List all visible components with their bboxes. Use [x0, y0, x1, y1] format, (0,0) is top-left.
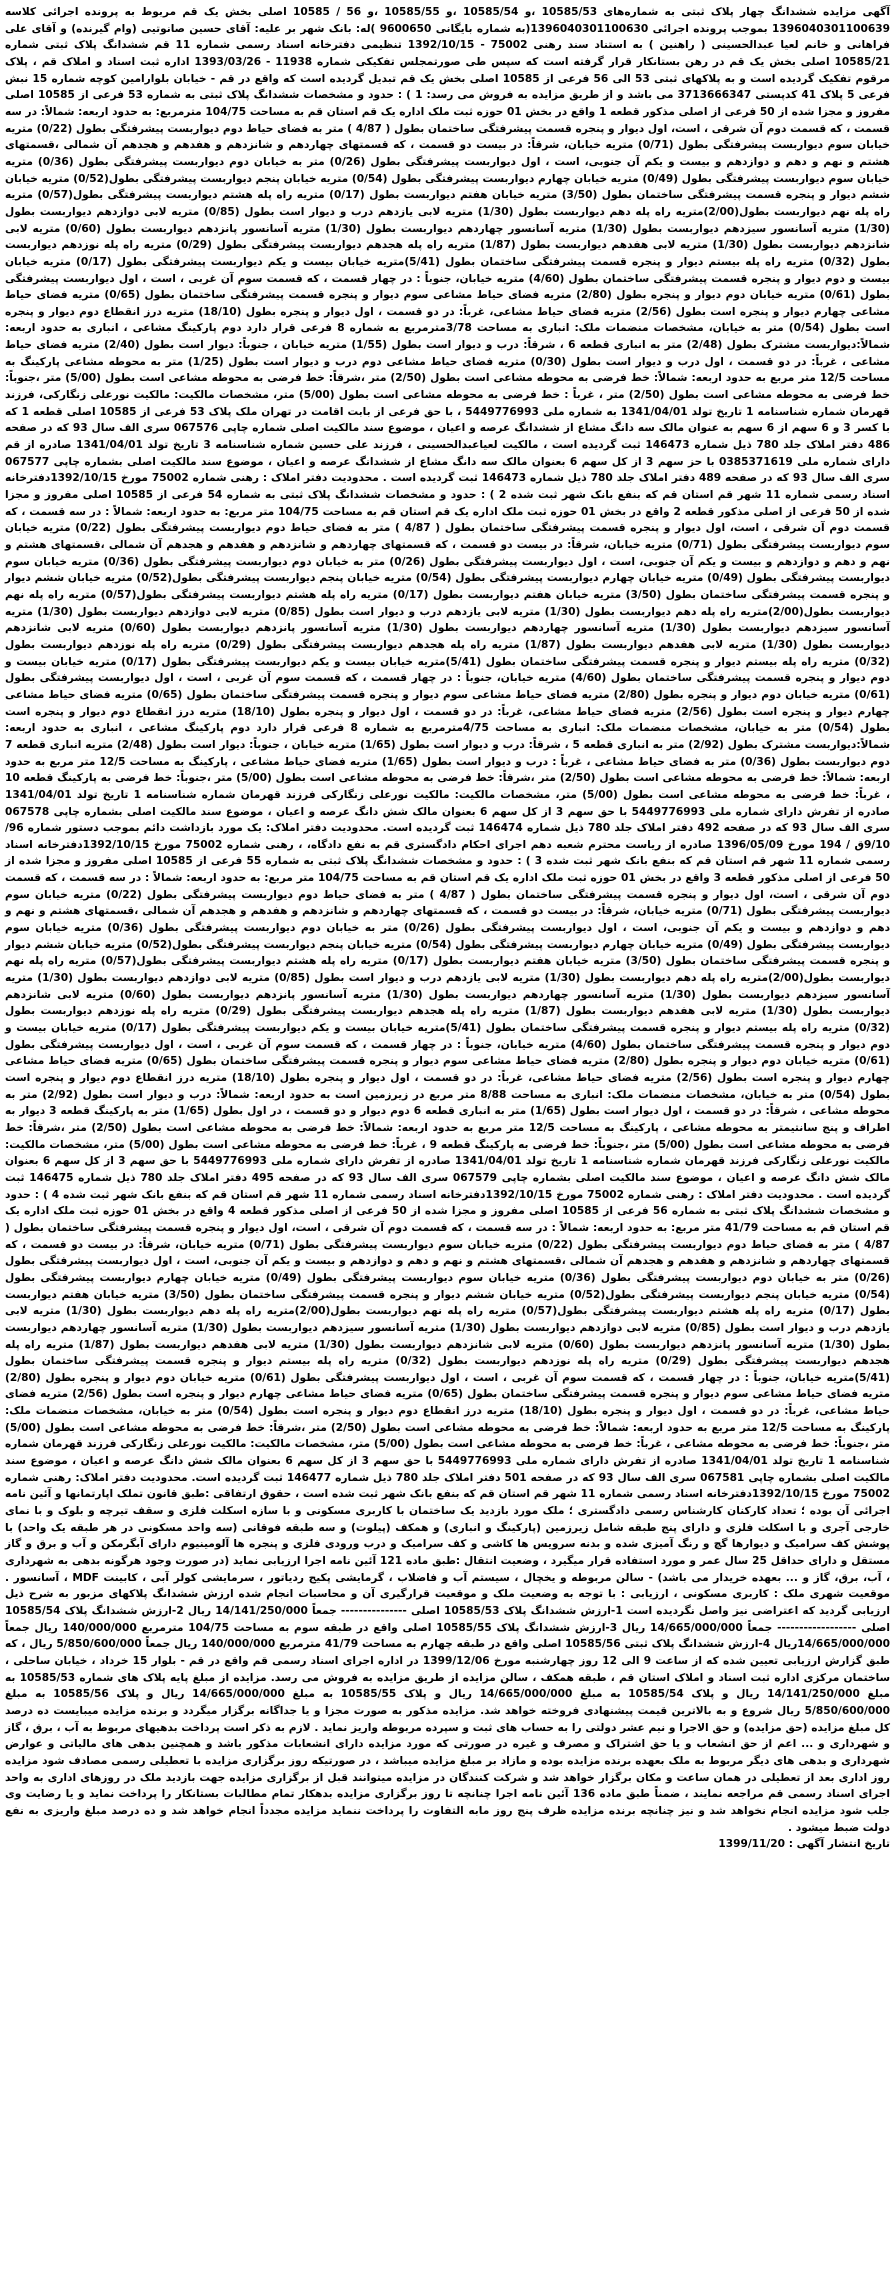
notice-body-text: آگهی مزایده ششدانگ چهار پلاک ثبتی به شماره‌های 10585/53 ،و 10585/54 ،و 10585/55 ،و 56 / 10585 اصلی بخش یک قم مربوط به پرونده اجرائی کلاسه 1396040301100639 بموجب پرونده اجرائی 1396040301100630(به شماره بایگانی 9600650 )له: بانک شهر بر علیه: آقای حسین صانوتیی (وام گیرنده) و آقای علی فراهانی و خانم لعیا عبدالحسینی ( راهنین ) به استناد سند رهنی 75002 - 1392/10/15 تنظیمی دفترخانه اسناد رسمی شماره 11 قم ششدانگ پلاک ثبتی شماره 10585/21 اصلی بخش یک قم در رهن بستانکار قرار گرفته است که سپس طی صورتمجلس تفکیکی شماره 11938 - 1393/03/26 اداره ثبت اسناد و املاک قم ، پلاک مرقوم تفکیک گردیده است و به پلاکهای ثبتی 53 الی 56 فرعی از 10585 اصلی بخش یک قم تبدیل گردیده است که واقع در قم - خیابان بلوارامین کوچه شماره 15 نبش فرعی 5 پلاک 41 کدپستی 3713666347 می باشد و از طریق مزایده به فروش می رسد: 1 ) : حدود و مشخصات ششدانگ پلاک ثبتی به شماره 53 فرعی از 10585 اصلی مفروز و مجزا شده از 50 فرعی از اصلی مذکور قطعه 1 واقع در بخش 01 حوزه ثبت ملک اداره یک قم استان قم به مساحت 104/75 مترمربع: به حدود اربعه: شمالاً: در سه قسمت ، که قسمت دوم آن شرقی ، است، اول دیوار و پنجره قسمت پیشرفتگی ساختمان بطول ( 4/87 ) متر به فضای حیاط دوم دیواربست پیشرفتگی بطول (0/22) متریه خیابان سوم دیواربست پیشرفتگی بطول (0/71) متریه خیابان، شرقاً: در بیست دو قسمت ، که قسمتهای چهاردهم و شانزدهم و هفدهم و هجدهم آن شمالی ،قسمتهای هشتم و نهم و دهم و دوازدهم و بیست و یکم آن جنوبی، است ، اول دیواربست پیشرفتگی بطول (0/26) متر به خیابان دوم دیواربست پیشرفتگی بطول (0/36) متریه خیابان سوم دیواربست پیشرفتگی بطول (0/49) متریه خیابان چهارم دیواربست پیشرفتگی بطول (0/54) متریه خیابان پنجم دیواربست پیشرفتگی بطول(0/52) متریه خیابان ششم دیوار و پنجره قسمت پیشرفتگی ساختمان بطول (3/50) متریه خیابان هفتم دیواربست بطول (0/17) متریه راه پله هشتم دیواربست پیشرفتگی بطول(0/57) متریه راه پله نهم دیواربست بطول(2/00)متریه راه پله دهم دیواربست بطول (1/30) متریه لابی یازدهم درب و دیوار است بطول (0/85) متریه لابی دوازدهم دیواربست بطول (1/30) متریه آسانسور سیزدهم دیواربست بطول (1/30) متریه آسانسور چهاردهم دیواربست بطول (1/30) متریه آسانسور پانزدهم دیواربست بطول (0/60) متریه لابی شانزدهم دیواربست بطول (1/30) متریه لابی هفدهم دیواربست بطول (1/87) متریه راه پله هجدهم دیواربست پیشرفتگی بطول (0/29) متریه راه پله نوزدهم دیواربست بطول (0/32) متریه راه پله بیستم دیوار و پنجره قسمت پیشرفتگی ساختمان بطول (5/41)متریه خیابان بیست و یکم دیواربست پیشرفتگی بطول (0/17) متریه خیابان بیست و دوم دیوار و پنجره قسمت پیشرفتگی ساختمان بطول (4/60) متریه خیابان، جنوباً : در چهار قسمت ، که قسمت سوم آن غربی ، است ، اول دیواربست پیشرفتگی بطول (0/61) متریه خیابان دوم دیوار و پنجره بطول (2/80) متریه فضای حیاط مشاعی سوم دیوار و پنجره قسمت پیشرفتگی ساختمان بطول (0/65) متریه فضای حیاط مشاعی چهارم دیوار و پنجره است بطول (2/56) متریه فضای حیاط مشاعی، غرباً: در دو قسمت ، اول دیوار و پنجره بطول (18/10) متریه درز انقطاع دوم دیوار و پنجره است بطول (0/54) متر به خیابان، مشخصات منضمات ملک: انباری به مساحت 3/78مترمربع به شماره 8 فرعی قرار دارد دوم پارکینگ مشاعی ، انباری به حدود اربعه: شمالاً:دیواربست مشترک بطول (2/48) متر به انباری قطعه 6 ، شرقاً: درب و دیوار است بطول (1/55) متریه خیابان ، جنوباً: دیوار است بطول (2/40) متریه فضای حیاط مشاعی ، غرباً: در دو قسمت ، اول درب و دیوار است بطول (0/30) متریه فضای حیاط مشاعی دوم درب و دیوار است بطول (1/25) متر به محوطه مشاعی پارکینگ به مساحت 12/5 متر مربع به حدود اربعه: شمالاً: خط فرضی به محوطه مشاعی است بطول (2/50) متر ،شرقاً: خط فرضی به محوطه مشاعی است بطول (5/00) متر ،جنوباً: خط فرضی به محوطه مشاعی است بطول (2/50) متر ، غرباً : خط فرضی به محوطه مشاعی است بطول (5/00) متر، مشخصات مالکیت: مالکیت نورعلی زنگارکی، فرزند قهرمان شماره شناسنامه 1 تاریخ تولد 1341/04/01 به شماره ملی 5449776993 ، با حق فرعی از بابت اقامت در تهران ملک پلاک 53 فرعی از 10585 اصلی قطعه 1 که با کسر 3 و 6 سهم از 6 سهم به عنوان مالک سه دانگ مشاع از ششدانگ عرصه و اعیان ، موضوع سند مالکیت اصلی شماره چاپی 067576 سری الف سال 93 که در صفحه 486 دفتر املاک جلد 780 ذیل شماره 146473 ثبت گردیده است ، مالکیت لعیاعبدالحسینی ، فرزند علی حسین شماره شناسنامه 3 تاریخ تولد 1341/04/01 صادره از قم دارای شماره ملی 0385371619 با حز سهم 3 از کل سهم 6 بعنوان مالک سه دانگ مشاع از ششدانگ عرصه و اعیان ، موضوع سند مالکیت اصلی بشماره چاپی 067577 سری الف سال 93 که در صفحه 489 دفتر املاک جلد 780 ذیل شماره 146473 ثبت گردیده است . محدودیت دفتر املاک : رهنی شماره 75002 مورخ 1392/10/15دفترخانه اسناد رسمی شماره 11 شهر قم استان قم که بنفع بانک شهر ثبت شده 2 ) : حدود و مشخصات ششدانگ پلاک ثبتی به شماره 54 فرعی از 10585 اصلی مفروز و مجزا شده از 50 فرعی از اصلی مذکور قطعه 2 واقع در بخش 01 حوزه ثبت ملک اداره یک قم استان قم به مساحت 104/75 متر مربع: به حدود اربعه: شمالاً : در سه قسمت ، که قسمت دوم آن شرقی ، است، اول دیوار و پنجره قسمت پیشرفتگی ساختمان بطول ( 4/87 ) متر به فضای حیاط دوم دیواربست پیشرفتگی بطول (0/22) متریه خیابان سوم دیواربست پیشرفتگی بطول (0/71) متریه خیابان، شرقاً: در بیست دو قسمت ، که قسمتهای چهاردهم و شانزدهم و هفدهم و هجدهم آن شمالی ،قسمتهای هشتم و نهم و دهم و دوازدهم و بیست و یکم آن جنوبی، است ، اول دیواربست پیشرفتگی بطول (0/26) متر به خیابان دوم دیواربست پیشرفتگی بطول (0/36) متریه خیابان سوم دیواربست پیشرفتگی بطول (0/49) متریه خیابان چهارم دیواربست پیشرفتگی بطول (0/54) متریه خیابان پنجم دیواربست پیشرفتگی بطول(0/52) متریه خیابان ششم دیوار و پنجره قسمت پیشرفتگی ساختمان بطول (3/50) متریه خیابان هفتم دیواربست بطول (0/17) متریه راه پله هشتم دیواربست پیشرفتگی بطول(0/57) متریه راه پله نهم دیواربست بطول(2/00)متریه راه پله دهم دیواربست بطول (1/30) متریه لابی یازدهم درب و دیوار است بطول (0/85) متریه لابی دوازدهم دیواربست بطول (1/30) متریه آسانسور سیزدهم دیواربست بطول (1/30) متریه آسانسور چهاردهم دیواربست بطول (1/30) متریه آسانسور پانزدهم دیواربست بطول (0/60) متریه لابی شانزدهم دیواربست بطول (1/30) متریه لابی هفدهم دیواربست بطول (1/87) متریه راه پله هجدهم دیواربست پیشرفتگی بطول (0/29) متریه راه پله نوزدهم دیواربست بطول (0/32) متریه راه پله بیستم دیوار و پنجره قسمت پیشرفتگی ساختمان بطول (5/41)متریه خیابان بیست و یکم دیواربست پیشرفتگی بطول (0/17) متریه خیابان بیست و دوم دیوار و پنجره قسمت پیشرفتگی ساختمان بطول (4/60) متریه خیابان، جنوباً : در چهار قسمت ، که قسمت سوم آن غربی ، است ، اول دیواربست پیشرفتگی بطول (0/61) متریه خیابان دوم دیوار و پنجره بطول (2/80) متریه فضای حیاط مشاعی سوم دیوار و پنجره قسمت پیشرفتگی ساختمان بطول (0/65) متریه فضای حیاط مشاعی چهارم دیوار و پنجره است بطول (2/56) متریه فضای حیاط مشاعی، غرباً: در دو قسمت ، اول دیوار و پنجره بطول (18/10) متریه درز انقطاع دوم دیوار و پنجره است بطول (0/54) متر به خیابان، مشخصات منضمات ملک: انباری به مساحت 4/75مترمربع به شماره 8 فرعی قرار دارد دوم پارکینگ مشاعی ، انباری به حدود اربعه: شمالاً:دیواربست مشترک بطول (2/92) متر به انباری قطعه 5 ، شرقاً: درب و دیوار است بطول (1/65) متریه خیابان ، جنوباً: دیوار است بطول (2/48) متریه انباری قطعه 7 دوم دیواربست بطول (0/36) متر به فضای حیاط مشاعی ، غرباً : درب و دیوار است بطول (1/65) متریه فضای حیاط مشاعی ، پارکینگ به مساحت 12/5 متر مربع به حدود اربعه: شمالاً: خط فرضی به محوطه مشاعی است بطول (2/50) متر ،شرقاً: خط فرضی به محوطه مشاعی است بطول (5/00) متر ،جنوباً: خط فرضی به پارکینگ قطعه 10 ، غرباً: خط فرضی به محوطه مشاعی است بطول (5/00) متر، مشخصات مالکیت: مالکیت نورعلی زنگارکی فرزند قهرمان شماره شناسنامه 1 تاریخ تولد 1341/04/01 صادره از تفرش دارای شماره ملی 5449776993 با حق سهم 3 از کل سهم 6 بعنوان مالک شش دانگ عرصه و اعیان ، موضوع سند مالکیت اصلی بشماره چاپی 067578 سری الف سال 93 که در صفحه 492 دفتر املاک جلد 780 ذیل شماره 146474 ثبت گردیده است. محدودیت دفتر املاک: یک مورد بازداشت دائم بموجب دستور شماره 96/ 9/10ق / 194 مورخ 1396/05/09 صادره از ریاست محترم شعبه دهم اجرای احکام دادگستری قم به نفع دادگاه، ، رهنی شماره 75002 مورخ 1392/10/15دفترخانه اسناد رسمی شماره 11 شهر قم استان قم که بنفع بانک شهر ثبت شده 3 ) : حدود و مشخصات ششدانگ پلاک ثبتی به شماره 55 فرعی از 10585 اصلی مفروز و مجزا شده از 50 فرعی از اصلی مذکور قطعه 3 واقع در بخش 01 حوزه ثبت ملک اداره یک قم استان قم به مساحت 104/75 متر مربع: به حدود اربعه: شمالاً : در سه قسمت ، که قسمت دوم آن شرقی ، است، اول دیوار و پنجره قسمت پیشرفتگی ساختمان بطول ( 4/87 ) متر به فضای حیاط دوم دیواربست پیشرفتگی بطول (0/22) متریه خیابان سوم دیواربست پیشرفتگی بطول (0/71) متریه خیابان، شرقاً: در بیست دو قسمت ، که قسمتهای چهاردهم و شانزدهم و هفدهم و هجدهم آن شمالی ،قسمتهای هشتم و نهم و دهم و دوازدهم و بیست و یکم آن جنوبی، است ، اول دیواربست پیشرفتگی بطول (0/26) متر به خیابان دوم دیواربست پیشرفتگی بطول (0/36) متریه خیابان سوم دیواربست پیشرفتگی بطول (0/49) متریه خیابان چهارم دیواربست پیشرفتگی بطول (0/54) متریه خیابان پنجم دیواربست پیشرفتگی بطول(0/52) متریه خیابان ششم دیوار و پنجره قسمت پیشرفتگی ساختمان بطول (3/50) متریه خیابان هفتم دیواربست بطول (0/17) متریه راه پله هشتم دیواربست پیشرفتگی بطول(0/57) متریه راه پله نهم دیواربست بطول(2/00)متریه راه پله دهم دیواربست بطول (1/30) متریه لابی یازدهم درب و دیوار است بطول (0/85) متریه لابی دوازدهم دیواربست بطول (1/30) متریه آسانسور سیزدهم دیواربست بطول (1/30) متریه آسانسور چهاردهم دیواربست بطول (1/30) متریه آسانسور پانزدهم دیواربست بطول (0/60) متریه لابی شانزدهم دیواربست بطول (1/30) متریه لابی هفدهم دیواربست بطول (1/87) متریه راه پله هجدهم دیواربست پیشرفتگی بطول (0/29) متریه راه پله نوزدهم دیواربست بطول (0/32) متریه راه پله بیستم دیوار و پنجره قسمت پیشرفتگی ساختمان بطول (5/41)متریه خیابان بیست و یکم دیواربست پیشرفتگی بطول (0/17) متریه خیابان بیست و دوم دیوار و پنجره قسمت پیشرفتگی ساختمان بطول (4/60) متریه خیابان، جنوباً : در چهار قسمت ، که قسمت سوم آن غربی ، است ، اول دیواربست پیشرفتگی بطول (0/61) متریه خیابان دوم دیوار و پنجره بطول (2/80) متریه فضای حیاط مشاعی سوم دیوار و پنجره قسمت پیشرفتگی ساختمان بطول (0/65) متریه فضای حیاط مشاعی چهارم دیوار و پنجره است بطول (2/56) متریه فضای حیاط مشاعی، غرباً: در دو قسمت ، اول دیوار و پنجره بطول (18/10) متریه درز انقطاع دوم دیوار و پنجره است بطول (0/54) متر به خیابان، مشخصات منضمات ملک: انباری به مساحت 8/88 متر مربع در زیرزمین است به حدود اربعه: شمالاً: درب و دیوار است بطول (2/92) متر به محوطه مشاعی ، شرقاً: در دو قسمت ، اول دیوار است بطول (1/65) متر به انباری قطعه 6 دوم دیوار و دو قسمت ، در اول بطول (1/65) متر به پارکینگ قطعه 3 دیوار به اطراف و پنج سانتیمتر به محوطه مشاعی ، پارکینگ به مساحت 12/5 متر مربع به حدود اربعه: شمالاً: خط فرضی به محوطه مشاعی است بطول (2/50) متر ،شرقاً: خط فرضی به محوطه مشاعی است بطول (5/00) متر ،جنوباً: خط فرضی به پارکینگ قطعه 9 ، غرباً: خط فرضی به محوطه مشاعی است بطول (5/00) متر، مشخصات مالکیت: مالکیت نورعلی زنگارکی فرزند قهرمان شماره شناسنامه 1 تاریخ تولد 1341/04/01 صادره از تفرش دارای شماره ملی 5449776993 با حق سهم 3 از کل سهم 6 بعنوان مالک شش دانگ عرصه و اعیان ، موضوع سند مالکیت اصلی بشماره چاپی 067579 سری الف سال 93 که در صفحه 495 دفتر املاک جلد 780 ذیل شماره 146475 ثبت گردیده است . محدودیت دفتر املاک : رهنی شماره 75002 مورخ 1392/10/15دفترخانه اسناد رسمی شماره 11 شهر قم استان قم که بنفع بانک شهر ثبت شده 4 ) : حدود و مشخصات ششدانگ پلاک ثبتی به شماره 56 فرعی از 10585 اصلی مفروز و مجزا شده از 50 فرعی از اصلی مذکور قطعه 4 واقع در بخش 01 حوزه ثبت ملک اداره یک قم استان قم به مساحت 41/79 متر مربع: به حدود اربعه: شمالاً : در سه قسمت ، که قسمت دوم آن شرقی ، است، اول دیوار و پنجره قسمت پیشرفتگی ساختمان بطول ( 4/87 ) متر به فضای حیاط دوم دیواربست پیشرفتگی بطول (0/22) متریه خیابان سوم دیواربست پیشرفتگی بطول (0/71) متریه خیابان، شرقاً: در بیست دو قسمت ، که قسمتهای چهاردهم و شانزدهم و هفدهم و هجدهم آن شمالی ،قسمتهای هشتم و نهم و دهم و دوازدهم و بیست و یکم آن جنوبی، است ، اول دیواربست پیشرفتگی بطول (0/26) متر به خیابان دوم دیواربست پیشرفتگی بطول (0/36) متریه خیابان سوم دیواربست پیشرفتگی بطول (0/49) متریه خیابان چهارم دیواربست پیشرفتگی بطول (0/54) متریه خیابان پنجم دیواربست پیشرفتگی بطول(0/52) متریه خیابان ششم دیوار و پنجره قسمت پیشرفتگی ساختمان بطول (3/50) متریه خیابان هفتم دیواربست بطول (0/17) متریه راه پله هشتم دیواربست پیشرفتگی بطول(0/57) متریه راه پله نهم دیواربست بطول(2/00)متریه راه پله دهم دیواربست بطول (1/30) متریه لابی یازدهم درب و دیوار است بطول (0/85) متریه لابی دوازدهم دیواربست بطول (1/30) متریه آسانسور سیزدهم دیواربست بطول (1/30) متریه آسانسور چهاردهم دیواربست بطول (1/30) متریه آسانسور پانزدهم دیواربست بطول (0/60) متریه لابی شانزدهم دیواربست بطول (1/30) متریه لابی هفدهم دیواربست بطول (1/87) متریه راه پله هجدهم دیواربست پیشرفتگی بطول (0/29) متریه راه پله نوزدهم دیواربست بطول (0/32) متریه راه پله بیستم دیوار و پنجره قسمت پیشرفتگی ساختمان بطول (5/41)متریه خیابان، جنوباً : در چهار قسمت ، که قسمت سوم آن غربی ، است ، اول دیواربست پیشرفتگی بطول (0/61) متریه خیابان دوم دیوار و پنجره بطول (2/80) متریه فضای حیاط مشاعی سوم دیوار و پنجره قسمت پیشرفتگی ساختمان بطول (0/65) متریه فضای حیاط مشاعی چهارم دیوار و پنجره است بطول (2/56) متریه فضای حیاط مشاعی، غرباً: در دو قسمت ، اول دیوار و پنجره بطول (18/10) متریه درز انقطاع دوم دیوار و پنجره است بطول (0/54) متر به خیابان، مشخصات منضمات ملک: پارکینگ به مساحت 12/5 متر مربع به حدود اربعه: شمالاً: خط فرضی به محوطه مشاعی است بطول (2/50) متر ،شرقاً: خط فرضی به محوطه مشاعی است بطول (5/00) متر ،جنوباً: خط فرضی به محوطه مشاعی ، غرباً: خط فرضی به محوطه مشاعی است بطول (5/00) متر، مشخصات مالکیت: مالکیت نورعلی زنگارکی فرزند قهرمان شماره شناسنامه 1 تاریخ تولد 1341/04/01 صادره از تفرش دارای شماره ملی 5449776993 با حق سهم 3 از کل سهم 6 بعنوان مالک شش دانگ عرصه و اعیان ، موضوع سند مالکیت اصلی بشماره چاپی 067581 سری الف سال 93 که در صفحه 501 دفتر املاک جلد 780 ذیل شماره 146477 ثبت گردیده است. محدودیت دفتر املاک: رهنی شماره 75002 مورخ 1392/10/15دفترخانه اسناد رسمی شماره 11 شهر قم استان قم که بنفع بانک شهر ثبت شده است ، حقوق ارتفاقی :طبق قانون تملک اپارتمانها و آئین نامه اجرائی آن بوده ؛ تعداد کارکنان کارشناس رسمی دادگستری ؛ ملک مورد بازدید یک ساختمان با کاربری مسکونی و با سازه اسکلت فلزی و سقف تیرچه و بلوک و با نمای خارجی آجری و با اسکلت فلزی و دارای پنج طبقه شامل زیرزمین (پارکینگ و انباری) و همکف (پیلوت) و سه طبقه فوقانی (سه واحد مسکونی در هر طبقه یک واحد) با پوشش کف سرامیک و دیوارها گچ و رنگ آمیزی شده و بدنه سرویس ها کاشی و کف سرامیک و درب ورودی فلزی و پنجره ها آلومینیوم دارای آبگرمکن و آب و برق و گاز مستقل و دارای حداقل 25 سال عمر و مورد استفاده قرار میگیرد ، وضعیت انتقال :طبق ماده 121 آئین نامه اجرا ارزیابی نماید (در صورت وجود هرگونه بدهی به شهرداری ، آب، برق، گاز و ... بعهده خریدار می باشد) - سالن مربوطه و یخچال ، سیستم آب و فاضلاب ، گرمایشی پکیج ردیاتور ، سرمایشی کولر آبی ، کابینت MDF ، آسانسور . موقعیت شهری ملک : کاربری مسکونی ، ارزیابی : با توجه به وضعیت ملک و موقعیت قرارگیری آن و محاسبات انجام شده ارزش ششدانگ پلاکهای مزبور به شرح ذیل ارزیابی گردید که اعتراضی نیز واصل نگردیده است 1-ارزش ششدانگ پلاک 10585/53 اصلی --------------- جمعاً 14/141/250/000 ریال 2-ارزش ششدانگ پلاک 10585/54 اصلی ------------------ جمعاً 14/665/000/000 ریال 3-ارزش ششدانگ پلاک 10585/55 اصلی واقع در طبقه سوم به مساحت 104/75 مترمربع 140/000/000 ریال جمعاً 14/665/000/000ریال 4-ارزش ششدانگ پلاک ثبتی 10585/56 اصلی واقع در طبقه چهارم به مساحت 41/79 مترمربع 140/000/000 ریال جمعاً 5/850/600/000 ریال ، که طبق گزارش ارزیابی تعیین شده که از ساعت 9 الی 12 روز چهارشنبه مورخ 1399/12/06 در اداره اجرای اسناد رسمی قم واقع در قم - بلوار 15 خرداد ، خیابان ساحلی ، ساختمان مرکزی اداره ثبت اسناد و املاک استان قم ، طبقه همکف ، سالن مزایده از طریق مزایده به فروش می رسد. مزایده از مبلغ پایه پلاک های شماره 10585/53 به مبلغ 14/141/250/000 ریال و پلاک 10585/54 به مبلغ 14/665/000/000 ریال و پلاک 10585/55 به مبلغ 14/665/000/000 ریال و پلاک 10585/56 به مبلغ 5/850/600/000 ریال شروع و به بالاترین قیمت پیشنهادی فروخته خواهد شد. مزایده مذکور به صورت مجزا و یا جداگانه برگزار میگردد و برنده مزایده میبایست ده درصد کل مبلغ مزایده (حق مزایده) و حق الاجرا و نیم عشر دولتی را به حساب های ثبت و سپرده مربوطه واریز نماید . لازم به ذکر است پرداخت بدهیهای مربوط به آب ، برق ، گاز و شهرداری و ... اعم از حق انشعاب و یا حق اشتراک و مصرف و غیره در صورتی که مورد مزایده دارای انشعابات مذکور باشد و همچنین بدهی های مالیاتی و عوارض شهرداری و بدهی های دیگر مربوط به ملک بعهده برنده مزایده بوده و مازاد بر مبلغ مزایده میباشد ، در صورتیکه روز برگزاری مزایده با تعطیلی رسمی مصادف شود مزایده روز اداری بعد از تعطیلی در همان ساعت و مکان برگزار خواهد شد و شرکت کنندگان در مزایده میتوانند قبل از برگزاری مزایده جهت بازدید ملک در روزهای اداری به واحد اجرای اسناد رسمی قم مراجعه نمایند ، ضمناً طبق ماده 136 آئین نامه اجرا چنانچه تا روز برگزاری مزایده بدهکار تمام مطالبات بستانکار را پرداخت نماید و یا رضایت وی جلب شود مزایده انجام نخواهد شد و نیز چنانچه برنده مزایده ظرف پنج روز مابه التفاوت را پرداخت ننماید مزایده مجدداً انجام خواهد شد و ده درصد مبلغ واریزی به نفع دولت ضبط میشود . — [5, 6, 891, 1834]
publish-date: تاریخ انتشار آگهی : 1399/11/20 — [718, 1838, 890, 1851]
